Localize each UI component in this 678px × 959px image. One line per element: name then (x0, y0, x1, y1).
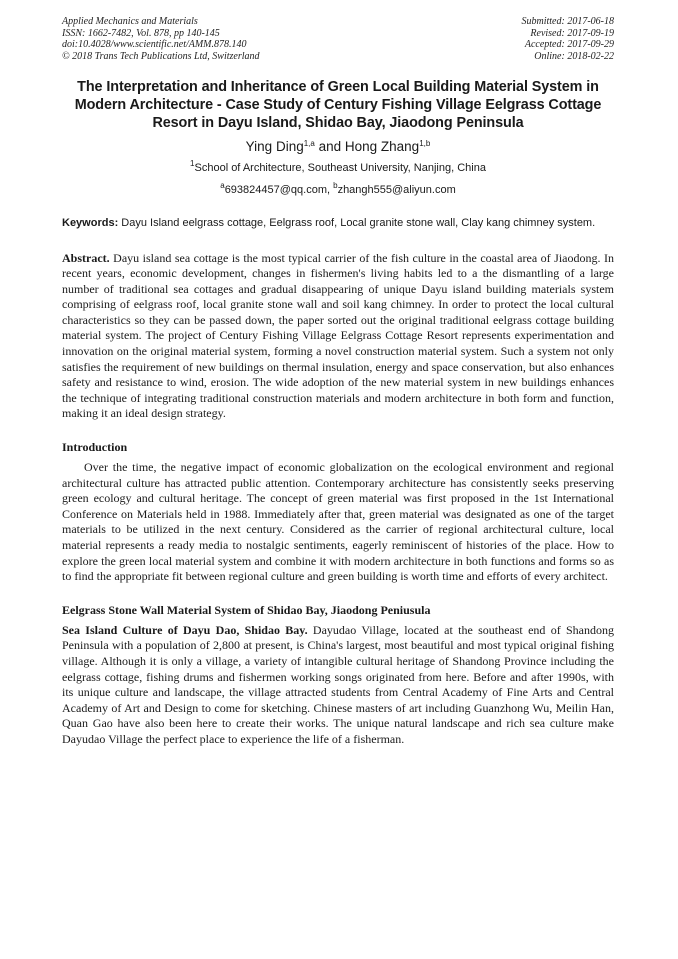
copyright: © 2018 Trans Tech Publications Ltd, Switzerland (62, 50, 260, 62)
abstract (62, 251, 614, 423)
section2-paragraph (62, 623, 614, 748)
online-date: Online: 2018-02-22 (534, 50, 614, 62)
header-left (62, 16, 260, 62)
introduction-text: Over the time, the negative impact of economic globalization on the ecological environment and regional architectural culture has attracted public attention. Contemporary architecture has consistently seeks preserving green ecology and cultural heritage. The concept of green material was first proposed in the 1st International Conference on Materials held in 1988. Immediately after that, green material was designated as one of the target materials to be utilized in the next century. Considered as the carrier of regional architectural culture, local material represents a ready media to nostalgic sentiments, eagerly reminiscent of histories of the place. How to explore the green local material system and combine it with modern architecture in both functions and forms so as to find the appropriate fit between regional culture and green building is worth time and efforts of every architect. (62, 460, 614, 584)
issn: ISSN: 1662-7482, Vol. 878, pp 140-145 (62, 27, 220, 39)
author-2: Hong Zhang (344, 139, 420, 154)
author-and: and (314, 139, 345, 154)
section2-text: Dayudao Village, located at the southeast end of Shandong Peninsula with a population of 2,800 at present, is China's largest, most beautiful and most typical original fishing village. Although it is only a village, a variety of intangible cultural heritage of Shandong Province including the eelgrass cottage, fishing drums and fishermen working songs originated from here. Before and after 1990s, with its unique culture and landscape, the village attracted students from Central Academy of Fine Arts and Central Academy of Art and Design to come for sketching. Chinese masters of art including Guanzhong Wu, Meilin Han, Quan Gao have also been here to create their works. The unique natural landscape and rich sea culture make Dayudao Village the perfect place to experience the life of a fisherman. (62, 622, 614, 746)
author-1: Ying Ding (245, 139, 304, 154)
abstract-text: Dayu island sea cottage is the most typical carrier of the fish culture in the coastal area of Jiaodong. In recent years, economic development, changes in fishermen's living habits led to a the dismantling of a large number of traditional sea cottages and gradual disappearing of unique Dayu island building materials system comprising of eelgrass roof, local granite stone wall and soil kang chimney. In order to protect the local cultural characteristics so they can be passed down, the paper sorted out the original traditional eelgrass cottage building material system. The project of Century Fishing Village Eelgrass Cottage Resort represents experimentation and innovation on the original material system, forming a novel construction material system. Such a system not only satisfies the requirement of new buildings on thermal insulation, energy and space conservation, but also enhances safety and resistance to wind, erosion. The wide adoption of the new material system in new buildings enhances the technique of integrating traditional construction materials and modern architecture in both form and function, making it an ideal design strategy. (62, 250, 614, 421)
paper-page (62, 16, 614, 748)
affiliation-text: School of Architecture, Southeast University, Nanjing, China (194, 162, 486, 174)
paper-title: The Interpretation and Inheritance of Green Local Building Material System in Modern Architecture - Case Study of Century Fishing Village Eelgrass Cottage Resort in Dayu Island, Shidao Bay, Jiaodong Peninsula (74, 79, 602, 131)
author-2-sup: 1,b (419, 139, 431, 148)
affiliation-sup: 1 (190, 159, 195, 168)
revised-date: Revised: 2017-09-19 (530, 27, 614, 39)
author-line (62, 139, 614, 155)
email-line (62, 181, 614, 197)
introduction-heading: Introduction (62, 440, 128, 455)
abstract-label: Abstract. (62, 250, 110, 265)
keywords-label: Keywords: (62, 217, 119, 229)
affiliation (62, 159, 614, 175)
email-a[interactable]: 693824457@qq.com, (224, 184, 334, 196)
journal-header (62, 16, 614, 68)
author-1-sup: 1,a (303, 139, 315, 148)
keywords-text: Dayu Island eelgrass cottage, Eelgrass roof, Local granite stone wall, Clay kang chimney system. (118, 217, 596, 229)
keywords (62, 217, 614, 231)
email-a-sup: a (220, 181, 225, 190)
subsection-label: Sea Island Culture of Dayu Dao, Shidao Bay. (62, 622, 308, 637)
journal-name: Applied Mechanics and Materials (62, 16, 198, 27)
section2-heading: Eelgrass Stone Wall Material System of Shidao Bay, Jiaodong Peniusula (62, 602, 431, 617)
email-b[interactable]: zhangh555@aliyun.com (337, 184, 456, 196)
email-b-sup: b (333, 181, 338, 190)
submitted-date: Submitted: 2017-06-18 (521, 16, 614, 27)
accepted-date: Accepted: 2017-09-29 (524, 39, 614, 50)
header-right (522, 16, 615, 62)
doi-link[interactable]: doi:10.4028/www.scientific.net/AMM.878.140 (62, 39, 247, 50)
